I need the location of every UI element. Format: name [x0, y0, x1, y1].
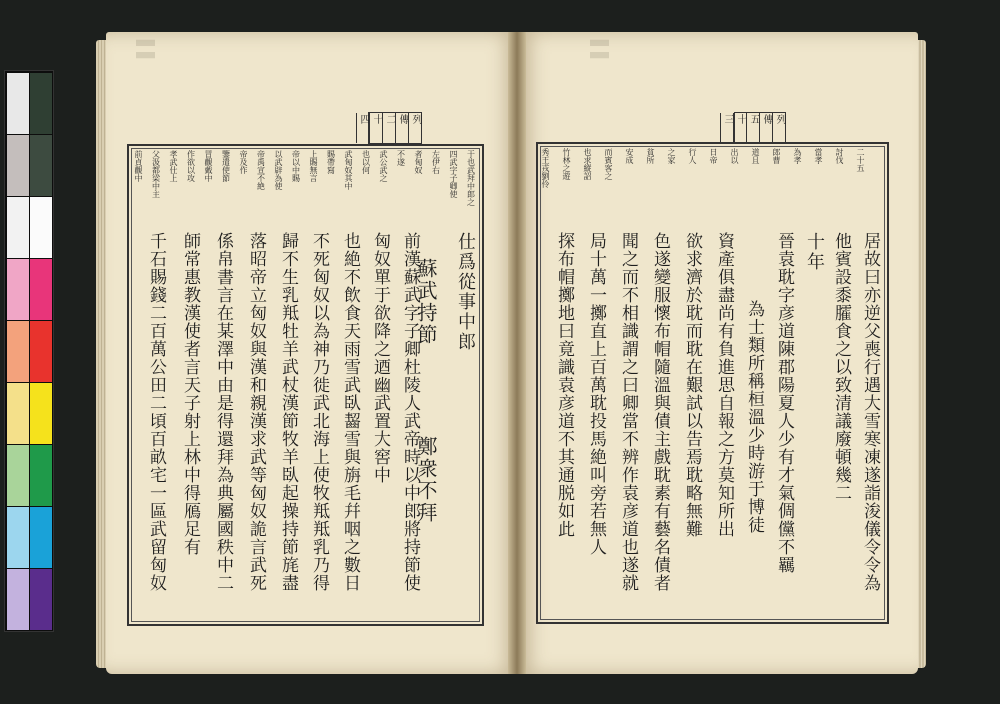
header-note: 之家	[667, 148, 676, 164]
header-note: 四武字子卿使	[449, 150, 458, 198]
page-number-char: 十	[369, 113, 382, 143]
swatch	[7, 383, 29, 444]
header-note: 帝禹宣不絶	[256, 150, 266, 190]
header-note: 也以何	[361, 150, 371, 174]
swatch	[7, 321, 29, 382]
header-note: 出以	[730, 148, 739, 164]
text-column: 落昭帝立匈奴與漢和親漢求武等匈奴詭言武死	[246, 232, 266, 592]
text-column: 欲求濟於耽而耽在艱試以告焉耽略無難	[682, 232, 702, 538]
header-note: 父汲都梁中主	[151, 150, 161, 198]
header-note: 秀王戎劉伶	[541, 148, 550, 188]
swatch	[30, 197, 52, 258]
text-column: 係帛書言在某澤中由是得還拜為典屬國秩中二	[213, 232, 233, 592]
header-note: 冒觀戴中	[204, 150, 213, 182]
header-note: 行人	[688, 148, 697, 164]
header-note: 武公武之	[379, 150, 388, 182]
swatch	[7, 259, 29, 320]
header-note: 貧所	[646, 148, 655, 164]
swatch	[7, 507, 29, 568]
text-column: 他賓設黍臛食之以致清議廢頓幾二	[831, 232, 851, 502]
header-note: 作欲以攻	[186, 150, 196, 182]
text-column: 也絶不飲食天雨雪武臥齧雪與旃毛幷咽之數日	[340, 232, 360, 592]
text-column: 歸不生乳羝牡羊武杖漢節牧羊臥起操持節旄盡	[278, 232, 298, 592]
swatch	[30, 445, 52, 506]
text-column: 十年	[804, 232, 825, 272]
header-note: 也求縱詔	[583, 148, 592, 180]
text-column: 為士類所稱桓溫少時游于博徒	[744, 300, 764, 534]
text-column: 局十萬一擲直上百萬耽投馬絶叫旁若無人	[586, 232, 606, 556]
header-note: 武匈奴其中	[344, 150, 353, 190]
header-note: 左伊右	[431, 150, 441, 174]
swatch	[30, 321, 52, 382]
header-note: 道且	[751, 148, 760, 164]
page-number-char: 傳	[395, 113, 408, 143]
header-note: 以武辟為使	[274, 150, 283, 190]
swatch	[30, 73, 52, 134]
page-number-char: 五	[746, 113, 759, 143]
text-column: 不死匈奴以為神乃徙武北海上使牧羝羝乳乃得	[309, 232, 329, 592]
text-column: 聞之而不相識謂之曰卿當不辨作袁彦道也遂就	[618, 232, 638, 592]
header-note: 前貞觀中	[134, 150, 143, 182]
header-note: 鑒遣使節	[221, 150, 231, 182]
page-number-char: 列	[408, 113, 421, 143]
swatch	[30, 135, 52, 196]
header-note: 郎曹	[772, 148, 781, 164]
section-subtitle: 鄭衆不拜	[414, 436, 438, 524]
text-column: 色遂變服懷布帽隨溫與債主戲耽素有藝名債者	[650, 232, 670, 592]
swatch	[7, 135, 29, 196]
book-gutter	[508, 32, 526, 674]
page-number-char: 三	[720, 113, 733, 143]
header-note: 二十五	[856, 148, 865, 172]
text-column: 師常惠教漢使者言天子射上林中得鴈足有	[180, 232, 200, 556]
text-column: 前漢蘇武字子卿杜陵人武帝時以中郎將持節使	[400, 232, 420, 592]
page-number-char: 四	[356, 113, 369, 143]
page-number-char: 傳	[759, 113, 772, 143]
page-number-left	[358, 112, 422, 144]
page-number-right	[722, 112, 786, 144]
header-note: 賜帶寫	[326, 150, 336, 174]
swatch	[7, 445, 29, 506]
swatch	[30, 259, 52, 320]
header-note: 孝武仕上	[169, 150, 178, 182]
header-note: 者匈奴	[414, 150, 423, 174]
swatch	[7, 73, 29, 134]
text-column: 探布帽擲地曰竟識袁彦道不其通脱如此	[554, 232, 574, 538]
text-column: 居故曰亦逆父喪行遇大雪寒凍遂詣浚儀令令為	[860, 232, 880, 592]
page-number-char: 十	[733, 113, 746, 143]
color-calibration-strip	[4, 70, 54, 632]
swatch	[30, 383, 52, 444]
header-note: 討伐	[835, 148, 844, 164]
header-note: 帝以中賜	[291, 150, 301, 182]
page-number-char: 二	[382, 113, 395, 143]
bleed-through: ▌▌	[136, 40, 155, 65]
header-note: 當孝	[814, 148, 823, 164]
text-column: 匈奴單于欲降之迺幽武置大窖中	[370, 232, 390, 484]
page-number-char: 列	[772, 113, 785, 143]
text-column: 千石賜錢二百萬公田二頃百畝宅一區武留匈奴	[146, 232, 166, 592]
header-note: 竹林之遊	[562, 148, 571, 180]
text-column: 晉袁耽字彦道陳郡陽夏人少有才氣倜儻不羈	[774, 232, 794, 574]
header-note: 帝及作	[239, 150, 248, 174]
section-title: 蘇武持節	[414, 258, 438, 346]
header-note: 安成	[625, 148, 634, 164]
header-note: 上賜無言	[309, 150, 318, 182]
header-note: 于也武拜中郎之	[466, 150, 476, 206]
header-note: 日帝	[709, 148, 718, 164]
text-column: 資產俱盡尚有負進思自報之方莫知所出	[714, 232, 734, 538]
header-note: 不遂	[396, 150, 406, 166]
swatch	[7, 569, 29, 630]
header-note: 為孝	[793, 148, 802, 164]
swatch	[7, 197, 29, 258]
bleed-through: ▌▌	[590, 40, 609, 65]
swatch	[30, 569, 52, 630]
swatch	[30, 507, 52, 568]
header-note: 而賓客之	[604, 148, 613, 180]
official-title: 仕爲從事中郎	[455, 232, 476, 352]
